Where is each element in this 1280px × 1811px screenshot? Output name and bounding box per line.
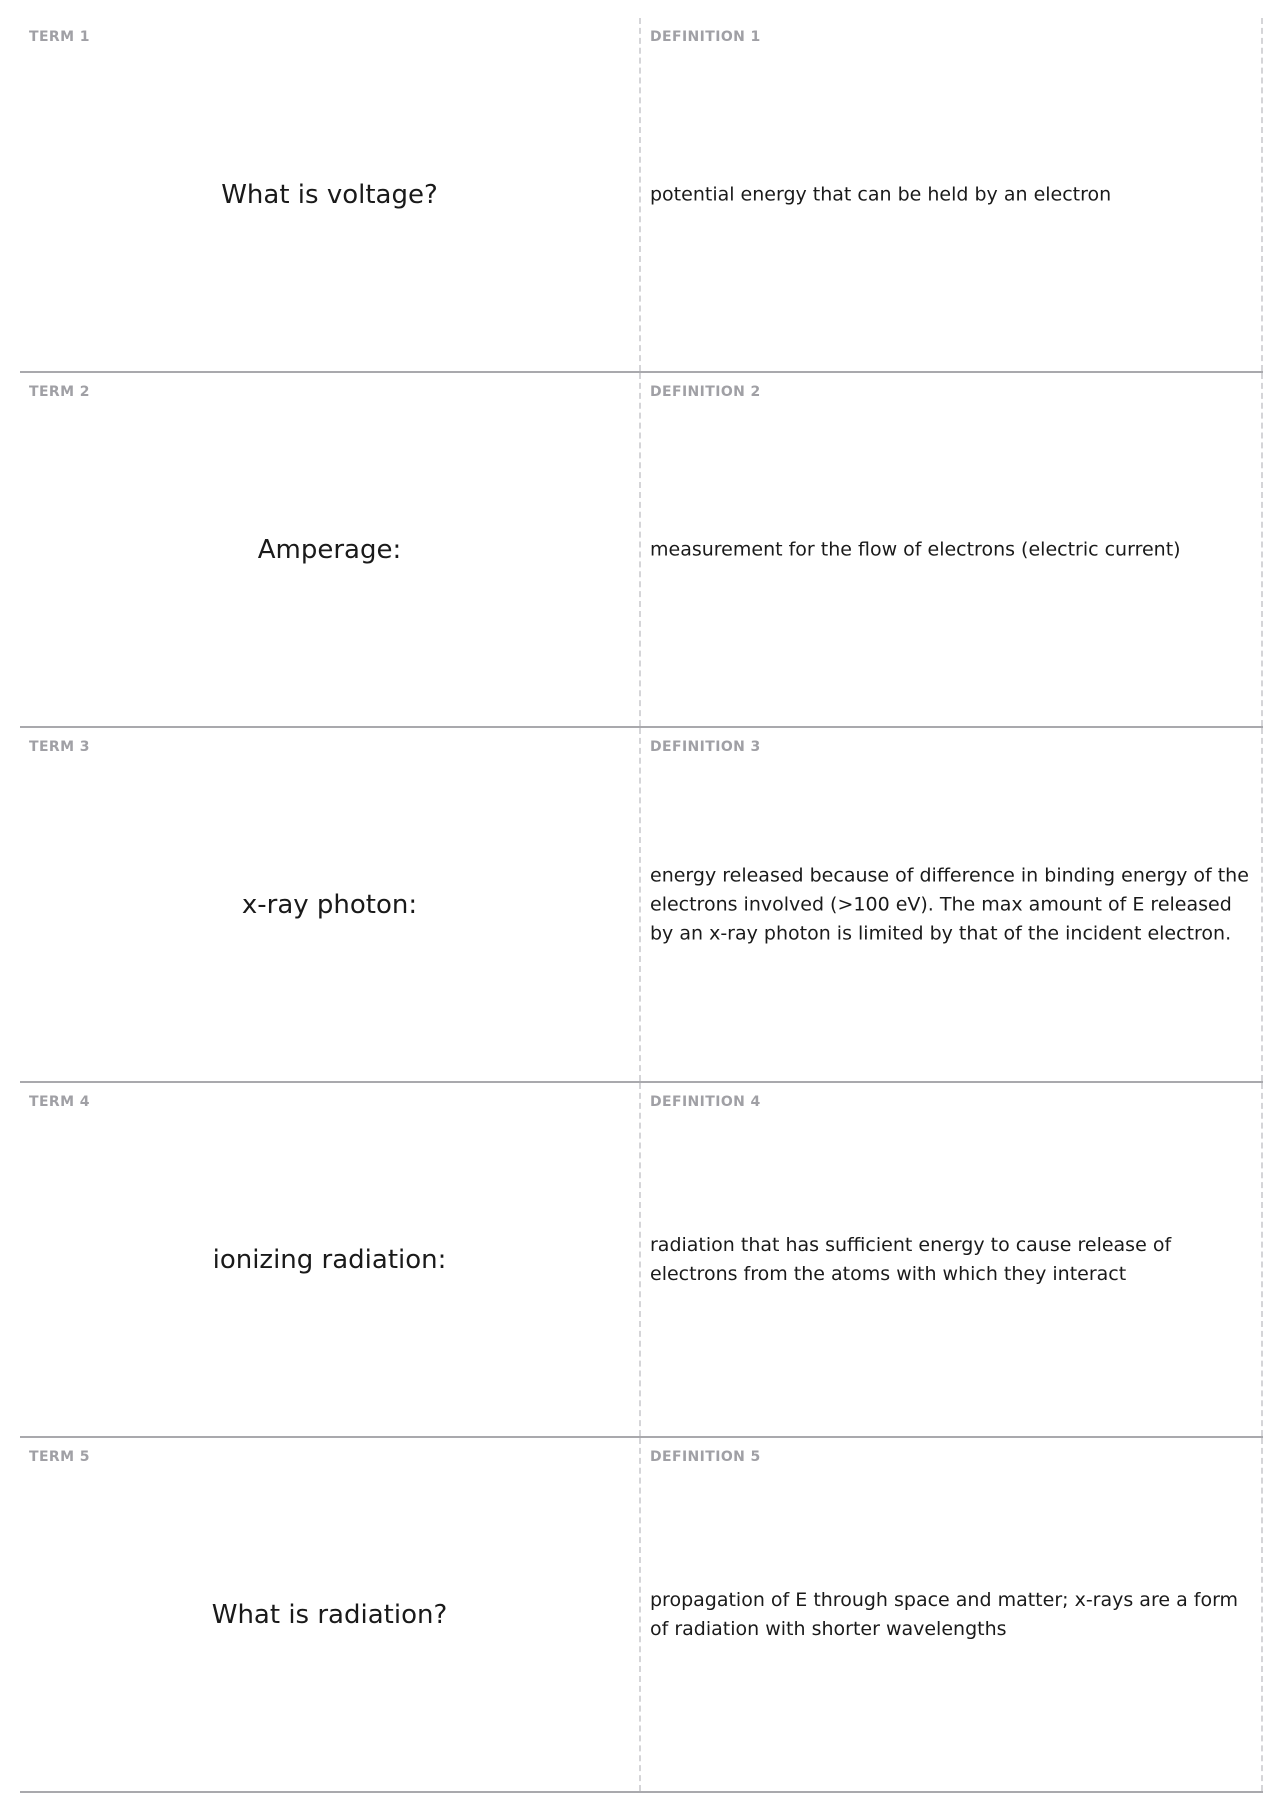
term-text: What is voltage?	[221, 179, 438, 210]
definition-label: DEFINITION 1	[650, 29, 761, 45]
term-text: Amperage:	[257, 534, 402, 565]
term-label: TERM 4	[29, 1094, 90, 1110]
definition-cell	[641, 1083, 1263, 1436]
term-cell	[20, 18, 641, 371]
definition-text: energy released because of difference in binding energy of the electrons involved (>100 eV). The max amount of E released by an x-ray photon is limited by that of the incident electron.	[650, 864, 1249, 944]
definition-cell	[641, 373, 1263, 726]
definition-label: DEFINITION 4	[650, 1094, 761, 1110]
definition-cell	[641, 18, 1263, 371]
term-label: TERM 3	[29, 739, 90, 755]
term-cell	[20, 1438, 641, 1791]
term-text: ionizing radiation:	[212, 1244, 447, 1275]
term-label: TERM 1	[29, 29, 90, 45]
definition-label: DEFINITION 5	[650, 1449, 761, 1465]
term-label: TERM 5	[29, 1449, 90, 1465]
definition-cell	[641, 728, 1263, 1081]
flashcard-row	[20, 373, 1263, 728]
flashcard-row	[20, 1438, 1263, 1793]
definition-text: radiation that has sufficient energy to cause release of electrons from the atoms with which they interact	[650, 1233, 1172, 1285]
definition-text: measurement for the flow of electrons (electric current)	[650, 538, 1181, 560]
term-cell	[20, 728, 641, 1081]
definition-label: DEFINITION 3	[650, 739, 761, 755]
definition-text: propagation of E through space and matter; x-rays are a form of radiation with shorter wavelengths	[650, 1588, 1239, 1640]
term-text: x-ray photon:	[241, 889, 418, 920]
flashcard-list	[20, 18, 1263, 1793]
term-cell	[20, 373, 641, 726]
term-cell	[20, 1083, 641, 1436]
definition-text: potential energy that can be held by an electron	[650, 183, 1112, 205]
term-label: TERM 2	[29, 384, 90, 400]
flashcard-row	[20, 18, 1263, 373]
definition-cell	[641, 1438, 1263, 1791]
definition-label: DEFINITION 2	[650, 384, 761, 400]
flashcard-row	[20, 728, 1263, 1083]
term-text: What is radiation?	[211, 1599, 448, 1630]
flashcard-row	[20, 1083, 1263, 1438]
